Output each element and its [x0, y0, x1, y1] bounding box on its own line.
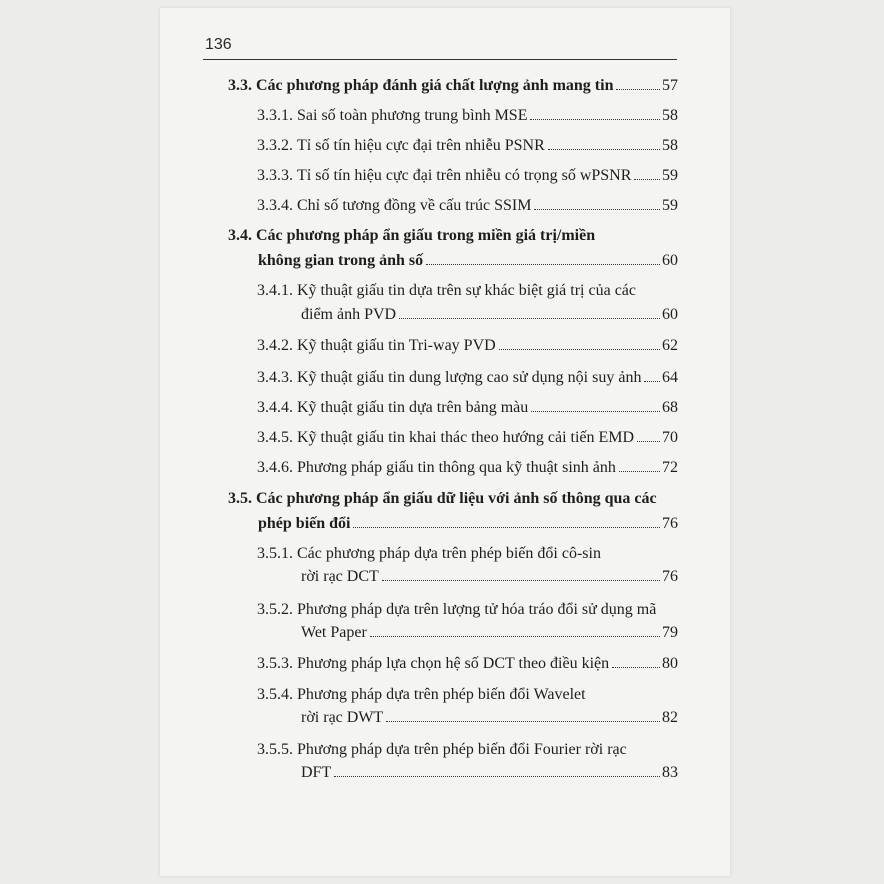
leader-dots [616, 88, 660, 90]
toc-title: Phương pháp dựa trên phép biến đổi Wavelet [297, 686, 586, 703]
toc-page: 80 [662, 655, 678, 672]
toc-number: 3.3.4. [257, 197, 293, 214]
toc-title: Kỹ thuật giấu tin dung lượng cao sử dụng nội suy ảnh [297, 369, 642, 386]
toc-entry-3-4-line1[interactable] [228, 226, 595, 246]
toc-entry-3-4-1-line1[interactable] [257, 281, 636, 301]
toc-page: 57 [662, 77, 678, 94]
toc-entry-3-5-5-line1[interactable] [257, 740, 627, 760]
toc-title: Sai số toàn phương trung bình MSE [297, 107, 528, 124]
toc-page: 64 [662, 369, 678, 386]
toc-title: Tỉ số tín hiệu cực đại trên nhiễu PSNR [297, 137, 545, 154]
toc-title: Kỹ thuật giấu tin dựa trên sự khác biệt giá trị của các [297, 282, 636, 299]
toc-page: 58 [662, 107, 678, 124]
leader-dots [426, 263, 660, 265]
toc-entry-3-5-4-line2[interactable] [301, 708, 678, 728]
toc-page: 79 [662, 624, 678, 641]
toc-number: 3.3.2. [257, 137, 293, 154]
leader-dots [548, 148, 660, 150]
toc-entry-3-5-1-line1[interactable] [257, 544, 601, 564]
toc-number: 3.3. [228, 77, 252, 94]
toc-entry-3-4-2[interactable] [257, 336, 678, 356]
toc-entry-3-5-1-line2[interactable] [301, 567, 678, 587]
leader-dots [353, 526, 660, 528]
toc-page: 59 [662, 197, 678, 214]
toc-title: Kỹ thuật giấu tin dựa trên bảng màu [297, 399, 529, 416]
toc-number: 3.4. [228, 227, 252, 244]
toc-number: 3.4.4. [257, 399, 293, 416]
toc-page: 60 [662, 252, 678, 269]
toc-title-cont: rời rạc DWT [301, 709, 384, 726]
toc-entry-3-3-4[interactable] [257, 196, 678, 216]
toc-entry-3-3[interactable] [228, 76, 678, 96]
leader-dots [619, 470, 660, 472]
toc-number: 3.4.3. [257, 369, 293, 386]
toc-entry-3-5-2-line2[interactable] [301, 623, 678, 643]
page-number: 136 [205, 36, 232, 53]
leader-dots [386, 720, 660, 722]
leader-dots [637, 440, 660, 442]
toc-title: Phương pháp dựa trên lượng tử hóa tráo đổi sử dụng mã [297, 601, 657, 618]
toc-title: Các phương pháp ẩn giấu dữ liệu với ảnh số thông qua các [256, 490, 657, 507]
leader-dots [334, 775, 660, 777]
toc-title: Tỉ số tín hiệu cực đại trên nhiễu có trọng số wPSNR [297, 167, 632, 184]
toc-title: Các phương pháp dựa trên phép biến đổi cô-sin [297, 545, 601, 562]
leader-dots [499, 348, 660, 350]
toc-page: 59 [662, 167, 678, 184]
toc-entry-3-4-5[interactable] [257, 428, 678, 448]
toc-title: Kỹ thuật giấu tin Tri-way PVD [297, 337, 496, 354]
toc-page: 58 [662, 137, 678, 154]
toc-entry-3-5-3[interactable] [257, 654, 678, 674]
toc-entry-3-5-4-line1[interactable] [257, 685, 586, 705]
toc-page: 70 [662, 429, 678, 446]
toc-number: 3.5.5. [257, 741, 293, 758]
toc-entry-3-3-1[interactable] [257, 106, 678, 126]
toc-page: 76 [662, 568, 678, 585]
toc-entry-3-3-2[interactable] [257, 136, 678, 156]
toc-title: Phương pháp giấu tin thông qua kỹ thuật sinh ảnh [297, 459, 616, 476]
toc-title: Phương pháp lựa chọn hệ số DCT theo điều kiện [297, 655, 610, 672]
toc-number: 3.5.2. [257, 601, 293, 618]
leader-dots [399, 317, 660, 319]
toc-entry-3-4-1-line2[interactable] [301, 305, 678, 325]
toc-number: 3.4.6. [257, 459, 293, 476]
toc-entry-3-5-line1[interactable] [228, 489, 657, 509]
toc-entry-3-3-3[interactable] [257, 166, 678, 186]
toc-number: 3.4.1. [257, 282, 293, 299]
toc-number: 3.5.3. [257, 655, 293, 672]
toc-entry-3-4-6[interactable] [257, 458, 678, 478]
toc-page: 76 [662, 515, 678, 532]
toc-page: 82 [662, 709, 678, 726]
toc-title: Chỉ số tương đồng về cấu trúc SSIM [297, 197, 532, 214]
leader-dots [534, 208, 660, 210]
toc-number: 3.5.1. [257, 545, 293, 562]
toc-page: 68 [662, 399, 678, 416]
toc-number: 3.4.5. [257, 429, 293, 446]
toc-entry-3-5-2-line1[interactable] [257, 600, 656, 620]
leader-dots [370, 635, 660, 637]
toc-title-cont: phép biến đổi [258, 515, 351, 532]
toc-page: 62 [662, 337, 678, 354]
toc-entry-3-4-4[interactable] [257, 398, 678, 418]
toc-entry-3-4-3[interactable] [257, 368, 678, 388]
toc-number: 3.3.3. [257, 167, 293, 184]
toc-title: Kỹ thuật giấu tin khai thác theo hướng cải tiến EMD [297, 429, 635, 446]
toc-title: Các phương pháp ẩn giấu trong miền giá trị/miền [256, 227, 596, 244]
toc-title: Phương pháp dựa trên phép biến đổi Fourier rời rạc [297, 741, 627, 758]
toc-entry-3-5-line2[interactable] [258, 514, 678, 534]
leader-dots [531, 410, 660, 412]
leader-dots [634, 178, 660, 180]
toc-entry-3-5-5-line2[interactable] [301, 763, 678, 783]
toc-number: 3.5.4. [257, 686, 293, 703]
toc-title-cont: DFT [301, 764, 332, 781]
toc-page: 60 [662, 306, 678, 323]
toc-number: 3.3.1. [257, 107, 293, 124]
toc-page: 72 [662, 459, 678, 476]
toc-title-cont: Wet Paper [301, 624, 367, 641]
toc-title: Các phương pháp đánh giá chất lượng ảnh mang tin [256, 77, 614, 94]
toc-number: 3.4.2. [257, 337, 293, 354]
toc-entry-3-4-line2[interactable] [258, 251, 678, 271]
toc-page: 83 [662, 764, 678, 781]
toc-title-cont: điểm ảnh PVD [301, 306, 397, 323]
toc-number: 3.5. [228, 490, 252, 507]
leader-dots [612, 666, 660, 668]
leader-dots [382, 579, 660, 581]
toc-title-cont: không gian trong ảnh số [258, 252, 424, 269]
toc-title-cont: rời rạc DCT [301, 568, 379, 585]
leader-dots [530, 118, 660, 120]
leader-dots [644, 380, 660, 382]
